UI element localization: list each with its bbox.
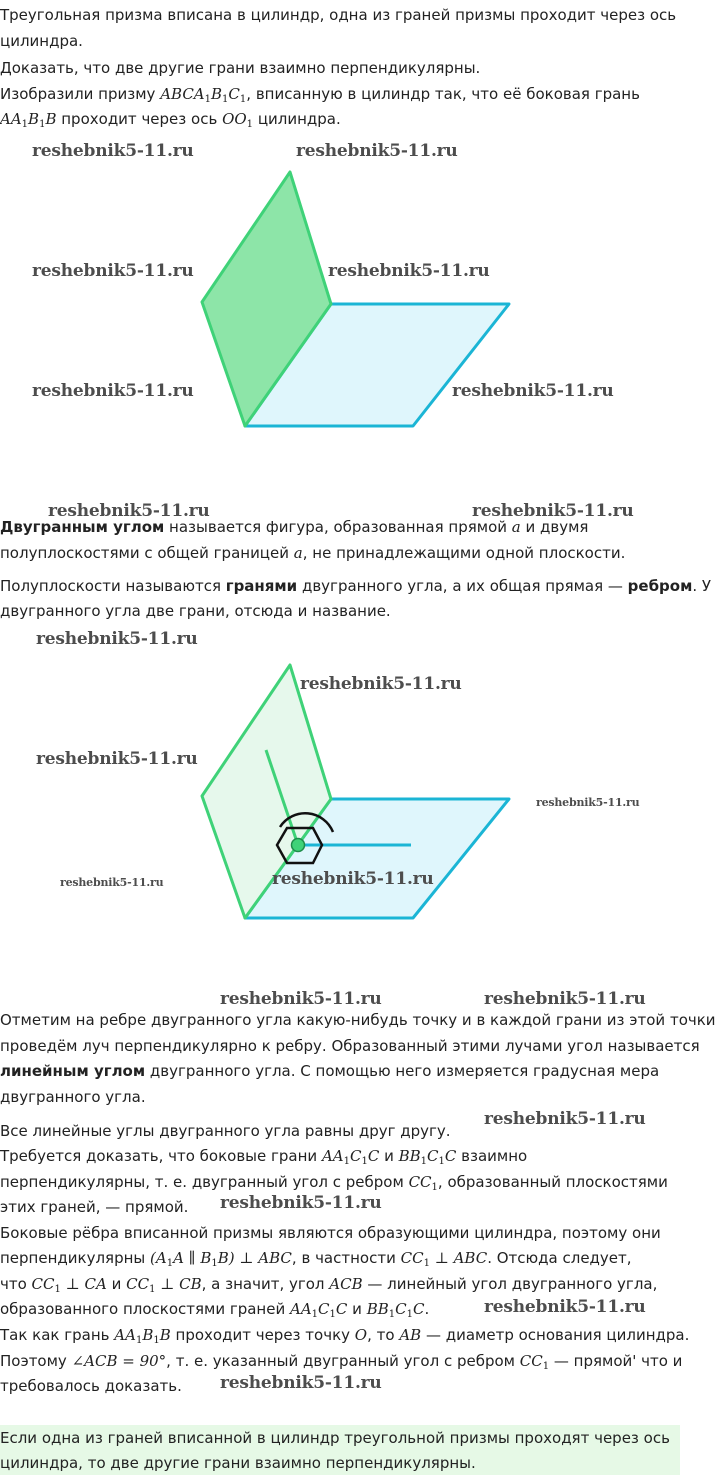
- linear-line-4: двугранного угла.: [0, 1088, 146, 1106]
- watermark: reshebnik5-11.ru: [36, 749, 198, 769]
- watermark: reshebnik5-11.ru: [484, 1109, 646, 1129]
- watermark: reshebnik5-11.ru: [48, 501, 210, 521]
- conclusion-line-1: Если одна из граней вписанной в цилиндр треугольной призмы проходят через ось: [0, 1429, 670, 1447]
- proof-line-10: требовалось доказать.: [0, 1377, 182, 1395]
- proof-line-7: образованного плоскостями граней $AA_1C_1C$ и $BB_1C_1C$.: [0, 1300, 430, 1320]
- watermark: reshebnik5-11.ru: [452, 381, 614, 401]
- dihedral-figure-1: [0, 160, 680, 450]
- watermark: reshebnik5-11.ru: [296, 141, 458, 161]
- definition-line-3: Полуплоскости называются гранями двугранного угла, а их общая прямая — ребром. У: [0, 577, 712, 595]
- watermark: reshebnik5-11.ru: [32, 141, 194, 161]
- watermark: reshebnik5-11.ru: [484, 989, 646, 1009]
- definition-line-4: двугранного угла две грани, отсюда и название.: [0, 602, 391, 620]
- proof-line-4: Боковые рёбра вписанной призмы являются образующими цилиндра, поэтому они: [0, 1224, 661, 1242]
- watermark: reshebnik5-11.ru: [220, 1373, 382, 1393]
- watermark: reshebnik5-11.ru: [60, 876, 164, 889]
- conclusion-line-2: цилиндра, то две другие грани взаимно перпендикулярны.: [0, 1454, 476, 1472]
- watermark: reshebnik5-11.ru: [220, 989, 382, 1009]
- watermark: reshebnik5-11.ru: [472, 501, 634, 521]
- proof-line-9: Поэтому ∠ACB = 90°, т. е. указанный двугранный угол с ребром $CC_1$ — прямой' что и: [0, 1352, 683, 1372]
- definition-line-1: Двугранным углом называется фигура, образованная прямой a и двумя: [0, 518, 589, 536]
- watermark: reshebnik5-11.ru: [328, 261, 490, 281]
- proof-line-5: перпендикулярны ($A_1A$ ∥ $B_1B$) ⊥ ABC, в частности $CC_1$ ⊥ ABC. Отсюда следует,: [0, 1249, 632, 1269]
- proof-line-8: Так как грань $AA_1B_1B$ проходит через точку O, то AB — диаметр основания цилиндра.: [0, 1326, 690, 1346]
- intro-line-1: Треугольная призма вписана в цилиндр, одна из граней призмы проходит через ось: [0, 6, 677, 24]
- watermark: reshebnik5-11.ru: [32, 381, 194, 401]
- watermark: reshebnik5-11.ru: [36, 629, 198, 649]
- proof-line-1: Требуется доказать, что боковые грани $AA_1C_1C$ и $BB_1C_1C$ взаимно: [0, 1147, 528, 1167]
- linear-line-2: проведём луч перпендикулярно к ребру. Образованный этими лучами угол называется: [0, 1037, 700, 1055]
- edge-point: [292, 839, 305, 852]
- proof-line-2: перпендикулярны, т. е. двугранный угол с ребром $CC_1$, образованный плоскостями: [0, 1173, 668, 1193]
- watermark: reshebnik5-11.ru: [32, 261, 194, 281]
- intro-line-2: цилиндра.: [0, 32, 83, 50]
- intro-line-4: Изобразили призму $ABCA_1B_1C_1$, вписанную в цилиндр так, что её боковая грань: [0, 85, 640, 105]
- intro-line-5: $AA_1B_1B$ проходит через ось $OO_1$ цилиндра.: [0, 110, 341, 130]
- watermark: reshebnik5-11.ru: [220, 1193, 382, 1213]
- watermark: reshebnik5-11.ru: [272, 869, 434, 889]
- watermark: reshebnik5-11.ru: [484, 1297, 646, 1317]
- proof-line-6: что $CC_1$ ⊥ CA и $CC_1$ ⊥ CB, а значит, угол ACB — линейный угол двугранного угла,: [0, 1275, 658, 1295]
- linear-line-3: линейным углом двугранного угла. С помощью него измеряется градусная мера: [0, 1062, 660, 1080]
- definition-line-2: полуплоскостями с общей границей a, не принадлежащими одной плоскости.: [0, 544, 626, 562]
- linear-line-5: Все линейные углы двугранного угла равны друг другу.: [0, 1122, 451, 1140]
- intro-line-3: Доказать, что две другие грани взаимно перпендикулярны.: [0, 59, 481, 77]
- linear-line-1: Отметим на ребре двугранного угла какую-нибудь точку и в каждой грани из этой точки: [0, 1011, 716, 1029]
- watermark: reshebnik5-11.ru: [300, 674, 462, 694]
- watermark: reshebnik5-11.ru: [536, 796, 640, 809]
- proof-line-3: этих граней, — прямой.: [0, 1198, 189, 1216]
